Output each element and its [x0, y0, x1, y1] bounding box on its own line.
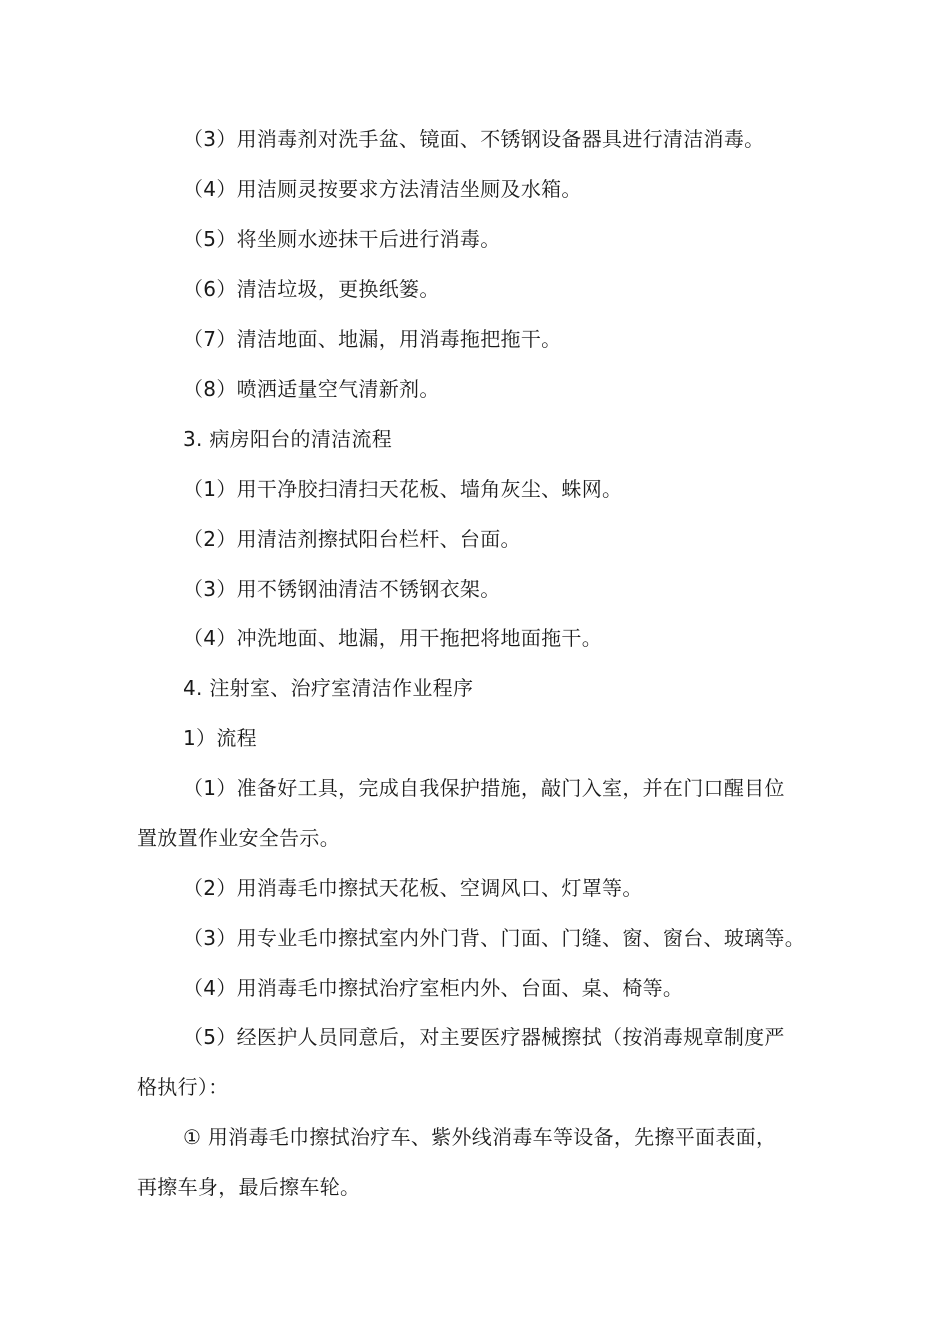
text-line: （2）用消毒毛巾擦拭天花板、空调风口、灯罩等。 [183, 876, 643, 900]
text-line: （8）喷洒适量空气清新剂。 [183, 377, 440, 401]
text-line: （1）准备好工具，完成自我保护措施，敲门入室，并在门口醒目位 [183, 776, 785, 800]
text-line: （4）用洁厕灵按要求方法清洁坐厕及水箱。 [183, 177, 582, 201]
text-line: （1）用干净胶扫清扫天花板、墙角灰尘、蛛网。 [183, 477, 623, 501]
text-line: （6）清洁垃圾，更换纸篓。 [183, 277, 440, 301]
section-heading: 4. 注射室、治疗室清洁作业程序 [183, 676, 474, 700]
subsection-heading: 1）流程 [183, 726, 257, 750]
section-heading: 3. 病房阳台的清洁流程 [183, 427, 393, 451]
text-line: 再擦车身，最后擦车轮。 [137, 1175, 361, 1199]
text-line: （4）冲洗地面、地漏，用干拖把将地面拖干。 [183, 626, 603, 650]
text-line: 格执行）： [137, 1075, 229, 1099]
text-line: （3）用消毒剂对洗手盆、镜面、不锈钢设备器具进行清洁消毒。 [183, 127, 765, 151]
text-line: （4）用消毒毛巾擦拭治疗室柜内外、台面、桌、椅等。 [183, 976, 684, 1000]
text-line: （5）经医护人员同意后，对主要医疗器械擦拭（按消毒规章制度严 [183, 1025, 785, 1049]
text-line: （2）用清洁剂擦拭阳台栏杆、台面。 [183, 527, 521, 551]
text-line: （3）用不锈钢油清洁不锈钢衣架。 [183, 577, 501, 601]
text-line: （3）用专业毛巾擦拭室内外门背、门面、门缝、窗、窗台、玻璃等。 [183, 926, 806, 950]
text-line: （5）将坐厕水迹抹干后进行消毒。 [183, 227, 501, 251]
text-line: ① 用消毒毛巾擦拭治疗车、紫外线消毒车等设备，先擦平面表面， [183, 1125, 777, 1149]
text-line: （7）清洁地面、地漏，用消毒拖把拖干。 [183, 327, 562, 351]
text-line: 置放置作业安全告示。 [137, 826, 340, 850]
